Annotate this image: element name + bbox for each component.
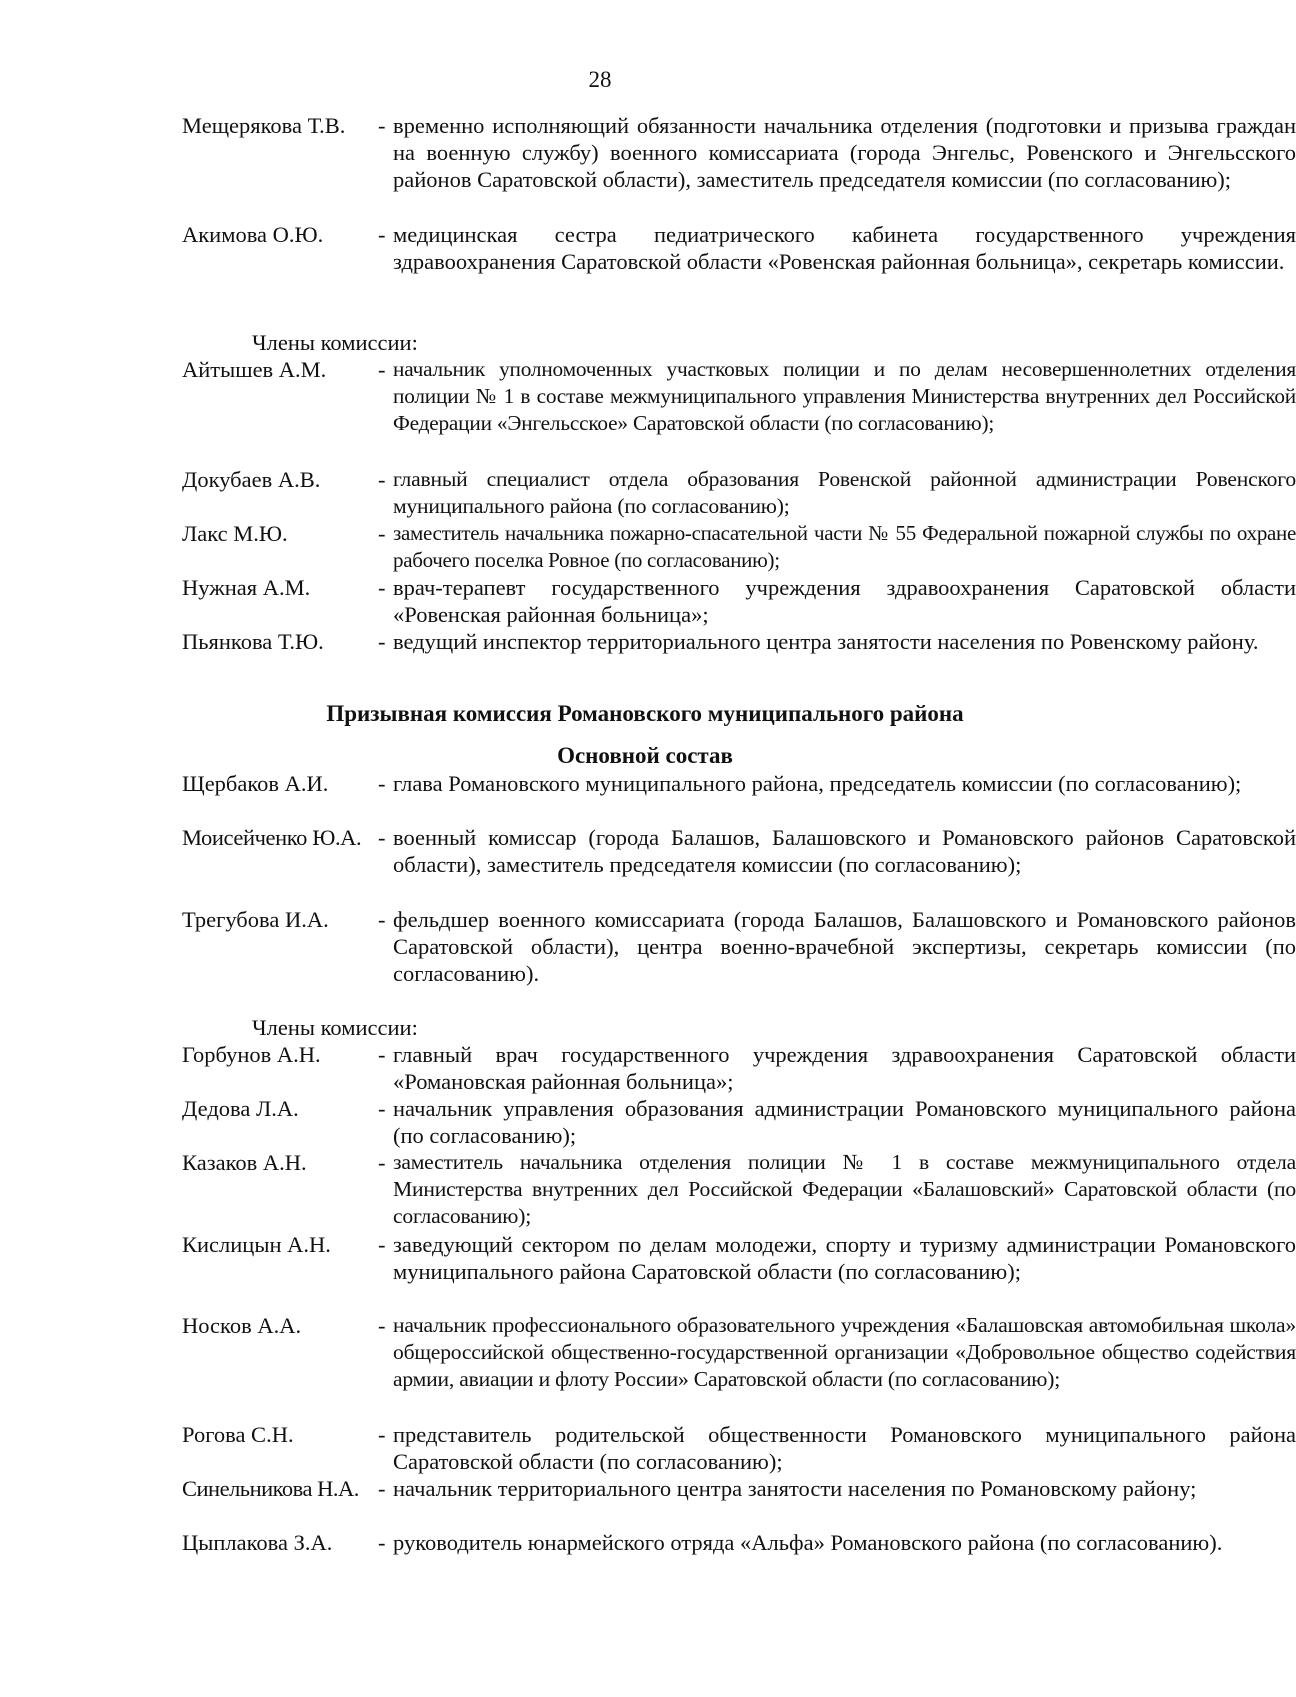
entry-name: Айтышев А.М.	[182, 357, 327, 382]
entry-dash: -	[378, 771, 386, 796]
entry-description: заместитель начальника пожарно-спасательной части № 55 Федеральной пожарной службы по охране рабочего поселка Ровное (по согласованию);	[393, 521, 1296, 573]
section-title: Призывная комиссия Романовского муниципального района	[326, 701, 964, 726]
entry-description: начальник профессионального образовательного учреждения «Балашовская автомобильная школа» общероссийской общественно-государственной организации «Добровольное общество содействия армии, авиации и флоту России» Саратовской области (по согласованию);	[393, 1313, 1296, 1392]
members-label-2: Члены комиссии:	[252, 1015, 418, 1040]
entry-dash: -	[378, 825, 386, 850]
entry-name: Горбунов А.Н.	[182, 1042, 321, 1067]
entry-dash: -	[378, 521, 386, 546]
entry-name: Моисейченко Ю.А.	[182, 825, 362, 850]
entry-dash: -	[378, 629, 386, 654]
entry-dash: -	[378, 1422, 386, 1447]
entry-name: Казаков А.Н.	[182, 1150, 307, 1175]
entry-dash: -	[378, 467, 386, 492]
entry-dash: -	[378, 1476, 386, 1501]
page-number: 28	[588, 67, 612, 92]
entry-name: Кислицын А.Н.	[182, 1232, 331, 1257]
entry-description: заведующий сектором по делам молодежи, спорту и туризму администрации Романовского муниципального района Саратовской области (по согласованию);	[393, 1232, 1296, 1285]
entry-dash: -	[378, 575, 386, 600]
entry-name: Лакс М.Ю.	[182, 521, 288, 546]
entry-description: начальник уполномоченных участковых полиции и по делам несовершеннолетних отделения полиции № 1 в составе межмуниципального управления Министерства внутренних дел Российской Федерации «Энгельсское» Саратовской области (по согласованию);	[393, 357, 1296, 436]
entry-dash: -	[378, 1096, 386, 1121]
entry-dash: -	[378, 907, 386, 932]
entry-name: Акимова О.Ю.	[182, 222, 324, 247]
entry-description: начальник территориального центра занятости населения по Романовскому району;	[393, 1476, 1197, 1501]
entry-name: Щербаков А.И.	[182, 771, 329, 796]
entry-description: представитель родительской общественности Романовского муниципального района Саратовской области (по согласованию);	[393, 1422, 1296, 1475]
entry-description: начальник управления образования администрации Романовского муниципального района (по согласованию);	[393, 1096, 1296, 1149]
entry-description: главный специалист отдела образования Ровенской районной администрации Ровенского муниципального района (по согласованию);	[393, 467, 1296, 519]
entry-description: врач-терапевт государственного учреждения здравоохранения Саратовской области «Ровенская районная больница»;	[393, 575, 1296, 628]
entry-name: Рогова С.Н.	[182, 1422, 294, 1447]
entry-name: Трегубова И.А.	[182, 907, 329, 932]
entry-name: Цыплакова З.А.	[182, 1530, 333, 1555]
entry-dash: -	[378, 222, 386, 247]
entry-name: Пьянкова Т.Ю.	[182, 629, 324, 654]
entry-dash: -	[378, 1150, 386, 1175]
entry-dash: -	[378, 1042, 386, 1067]
entry-description: глава Романовского муниципального района, председатель комиссии (по согласованию);	[393, 771, 1242, 796]
entry-dash: -	[378, 1313, 386, 1338]
entry-name: Синельникова Н.А.	[182, 1476, 359, 1501]
entry-description: ведущий инспектор территориального центра занятости населения по Ровенскому району.	[393, 629, 1259, 654]
entry-dash: -	[378, 357, 386, 382]
entry-description: фельдшер военного комиссариата (города Балашов, Балашовского и Романовского районов Саратовской области), центра военно-врачебной экспертизы, секретарь комиссии (по согласованию).	[393, 907, 1296, 987]
entry-name: Докубаев А.В.	[182, 467, 321, 492]
entry-description: медицинская сестра педиатрического кабинета государственного учреждения здравоохранения Саратовской области «Ровенская районная больница», секретарь комиссии.	[393, 222, 1296, 275]
entry-name: Носков А.А.	[182, 1313, 302, 1338]
entry-name: Мещерякова Т.В.	[182, 113, 346, 138]
entry-dash: -	[378, 1530, 386, 1555]
entry-description: заместитель начальника отделения полиции № 1 в составе межмуниципального отдела Министерства внутренних дел Российской Федерации «Балашовский» Саратовской области (по согласованию);	[393, 1150, 1296, 1229]
entry-description: главный врач государственного учреждения здравоохранения Саратовской области «Романовская районная больница»;	[393, 1042, 1296, 1095]
section-subtitle: Основной состав	[557, 743, 733, 768]
entry-name: Нужная А.М.	[182, 575, 311, 600]
entry-name: Дедова Л.А.	[182, 1096, 299, 1121]
entry-dash: -	[378, 113, 386, 138]
entry-description: руководитель юнармейского отряда «Альфа» Романовского района (по согласованию).	[393, 1530, 1223, 1555]
members-label-1: Члены комиссии:	[252, 330, 418, 355]
entry-description: военный комиссар (города Балашов, Балашовского и Романовского районов Саратовской области), заместитель председателя комиссии (по согласованию);	[393, 825, 1296, 878]
entry-description: временно исполняющий обязанности начальника отделения (подготовки и призыва граждан на военную службу) военного комиссариата (города Энгельс, Ровенского и Энгельсского районов Саратовской области), заместитель председателя комиссии (по согласованию);	[393, 113, 1296, 193]
entry-dash: -	[378, 1232, 386, 1257]
